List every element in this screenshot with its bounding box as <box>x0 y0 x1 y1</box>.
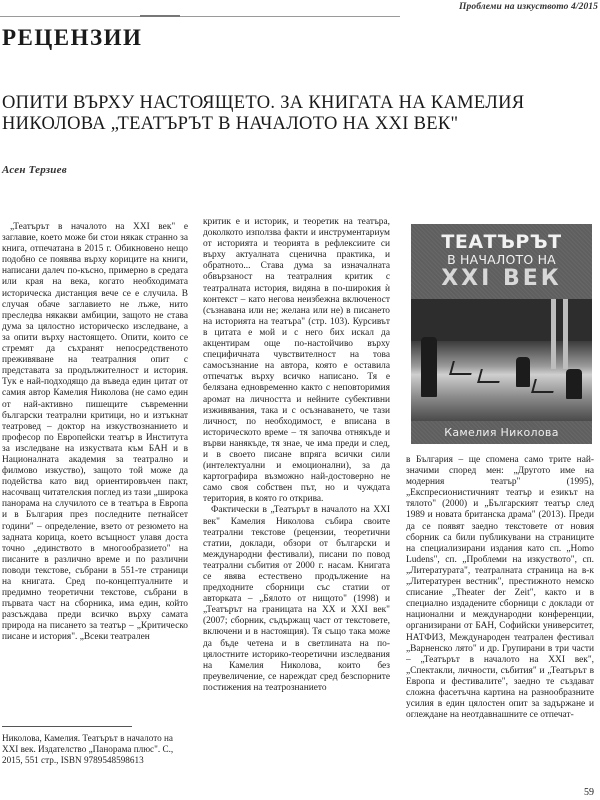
stage-pillar <box>563 299 568 369</box>
stage-chair <box>477 369 503 383</box>
cover-stage-photo <box>411 299 592 421</box>
paragraph: „Театърът в началото на XXI век" е заглавие, което може би стои някак странно за книга, отпечатана в 2015 г. Обикновено нещо подобно се появява върху кориците на книги, написани далеч по-късно, примерно в средата или края на века, когато необходимата историческа дистанция вече се е случила. В случая обаче заглавието не лъже, нито преследва някакви амбиции, защото не става дума за цялостно историческо изследване, а за опити върху настоящето. Опити, които се стремят да съхранят непосредственото преживяване на театралния опит с представата за продължителност и история. Тук е най-подходящо да въведа един цитат от самия автор Камелия Николова (не само един от най-активно пишещите съвременни български театрални критици, но и изтъкнат театровед – доктор на изкуствознанието и професор по Европейски театър в Института за изследване на изкуствата към БАН и в Националната академия за театрално и филмово изкуство), защото той може да подейства като вид ориентировъчен пакт, насочващ читателския поглед из тази „широка панорама на случилото се в театъра в Европа и в България през последните петнайсет години" – определение, взето от резюмето на задната корица, което всъщност улавя доста точно „единството в многообразието" на писаните в различно време и по различни поводи текстове, събрани в 551-те страници на книгата. Сред по-концептуалните и предимно теоретични текстове, събрани в първата част на сборника, има един, който разсъждава преди всичко върху самата природа на писането за театър – „Критическо писане и история". „Всеки театрален <box>2 222 188 643</box>
cover-title-line-1: ТЕАТЪРЪТ <box>441 231 562 253</box>
cover-title-line-3: XXI ВЕК <box>441 266 562 291</box>
stage-chair <box>449 361 475 375</box>
stage-figure <box>516 357 530 387</box>
cover-title <box>411 232 592 291</box>
text-column-1 <box>2 222 188 712</box>
author-name: Асен Терзиев <box>2 164 67 176</box>
header-rule <box>0 16 400 17</box>
footnote: Николова, Камелия. Театърът в началото на XXI век. Издателство „Панорама плюс". С., 2015, 551 стр., ISBN 9789548598613 <box>2 733 174 766</box>
stage-figure <box>566 369 582 399</box>
footnote-rule <box>2 726 132 727</box>
stage-figure <box>421 337 437 397</box>
text-column-3 <box>406 455 594 789</box>
paragraph: Фактически в „Театърът в началото на XXI век" Камелия Николова събира своите театрални текстове (рецензии, теоретични статии, доклади, обзори от български и международни фестивали), писани по повод театрални събития от 2000 г. насам. Книгата се явява естествено продължение на предходните сборници със статии от авторката – „Бялото от нищото" (1998) и „Театърът на границата на XX и XXI век" (2007; сборник, съдържащ част от текстовете, включени и в настоящия). Тя също така може да бъде четена и в светлината на по-цялостните историко-теоретични изследвания на Камелия Николова, които без преувеличение, се нареждат сред безспорните постижения на театрознанието <box>203 505 390 693</box>
paragraph: критик е и историк, и теоретик на театъра, доколкото използва факти и инструментариум от историята и теорията в рефлексиите си върху актуалната сценична практика, и обратното... Става дума за изначалната обвързаност на театралния критик с театралната история, видяна в по-широкия ѝ контекст – като негова неизбежна включеност (съзнавана или не; желана или не) в писането на историята на театъра" (стр. 103). Курсивът в цитата е мой и с него бих искал да акцентирам още по-настойчиво върху специфичната чувствителност на това самосъзнание на автора, която е оставила отпечатък върху всичко написано. Тя е белязана едновременно както с неповторимия аромат на личността и нейните субективни изживявания, така и с осъзнаването, че тази личност, по необходимост, е вписана в историческото време – тя започва отнякъде и върви нанякъде, тя знае, че има преди и след, и в своето писане впряга всички сили (интелектуални и емоционални), за да картографира възможно най-достоверно не само своя собствен път, но и чуждата територия, в която го открива. <box>203 217 390 505</box>
running-head: Проблеми на изкуството 4/2015 <box>459 2 598 12</box>
cover-title-line-2: В НАЧАЛОТО НА <box>447 252 556 267</box>
paragraph: в България – ще спомена само трите най-значими според мен: „Другото име на модерния театър" (1995), „Експресионистичният театър и езикът на тялото" (2000) и „Българският театър след 1989 и новата британска драма" (2013). Преди да се появят заедно текстовете от новия сборник са били публикувани на страниците на специализирани издания като сп. „Homo Ludens", сп. „Проблеми на изкуството", сп. „Литературата", театралната страница на в-к „Литературен вестник", престижното немско списание „Theater der Zeit", както и в специално издадените сборници с доклади от национални и международни конференции, организирани от БАН, Софийски университет, НАТФИЗ, Международен театрален фестивал „Варненско лято" и др. Групирани в три части – „Театърът в началото на XXI век", „Спектакли, личности, събития" и „Театърът в Европа и фестивалите", заедно те създават сложна фасетъчна картина на разнообразните усилия в един цялостен опит за задържане и оглеждане на неотдавнашните се отпечат- <box>406 455 594 721</box>
article-title: ОПИТИ ВЪРХУ НАСТОЯЩЕТО. ЗА КНИГАТА НА КАМЕЛИЯ НИКОЛОВА „ТЕАТЪРЪТ В НАЧАЛОТО НА XXI ВЕК" <box>2 93 525 134</box>
stage-chair <box>531 379 557 393</box>
cover-author: Камелия Николова <box>444 426 559 439</box>
text-column-2 <box>203 217 390 787</box>
book-cover-image <box>411 224 592 444</box>
page-number: 59 <box>584 787 594 798</box>
stage-pillar <box>551 299 556 369</box>
header-rule-accent <box>140 15 180 17</box>
section-title: РЕЦЕНЗИИ <box>2 25 143 50</box>
